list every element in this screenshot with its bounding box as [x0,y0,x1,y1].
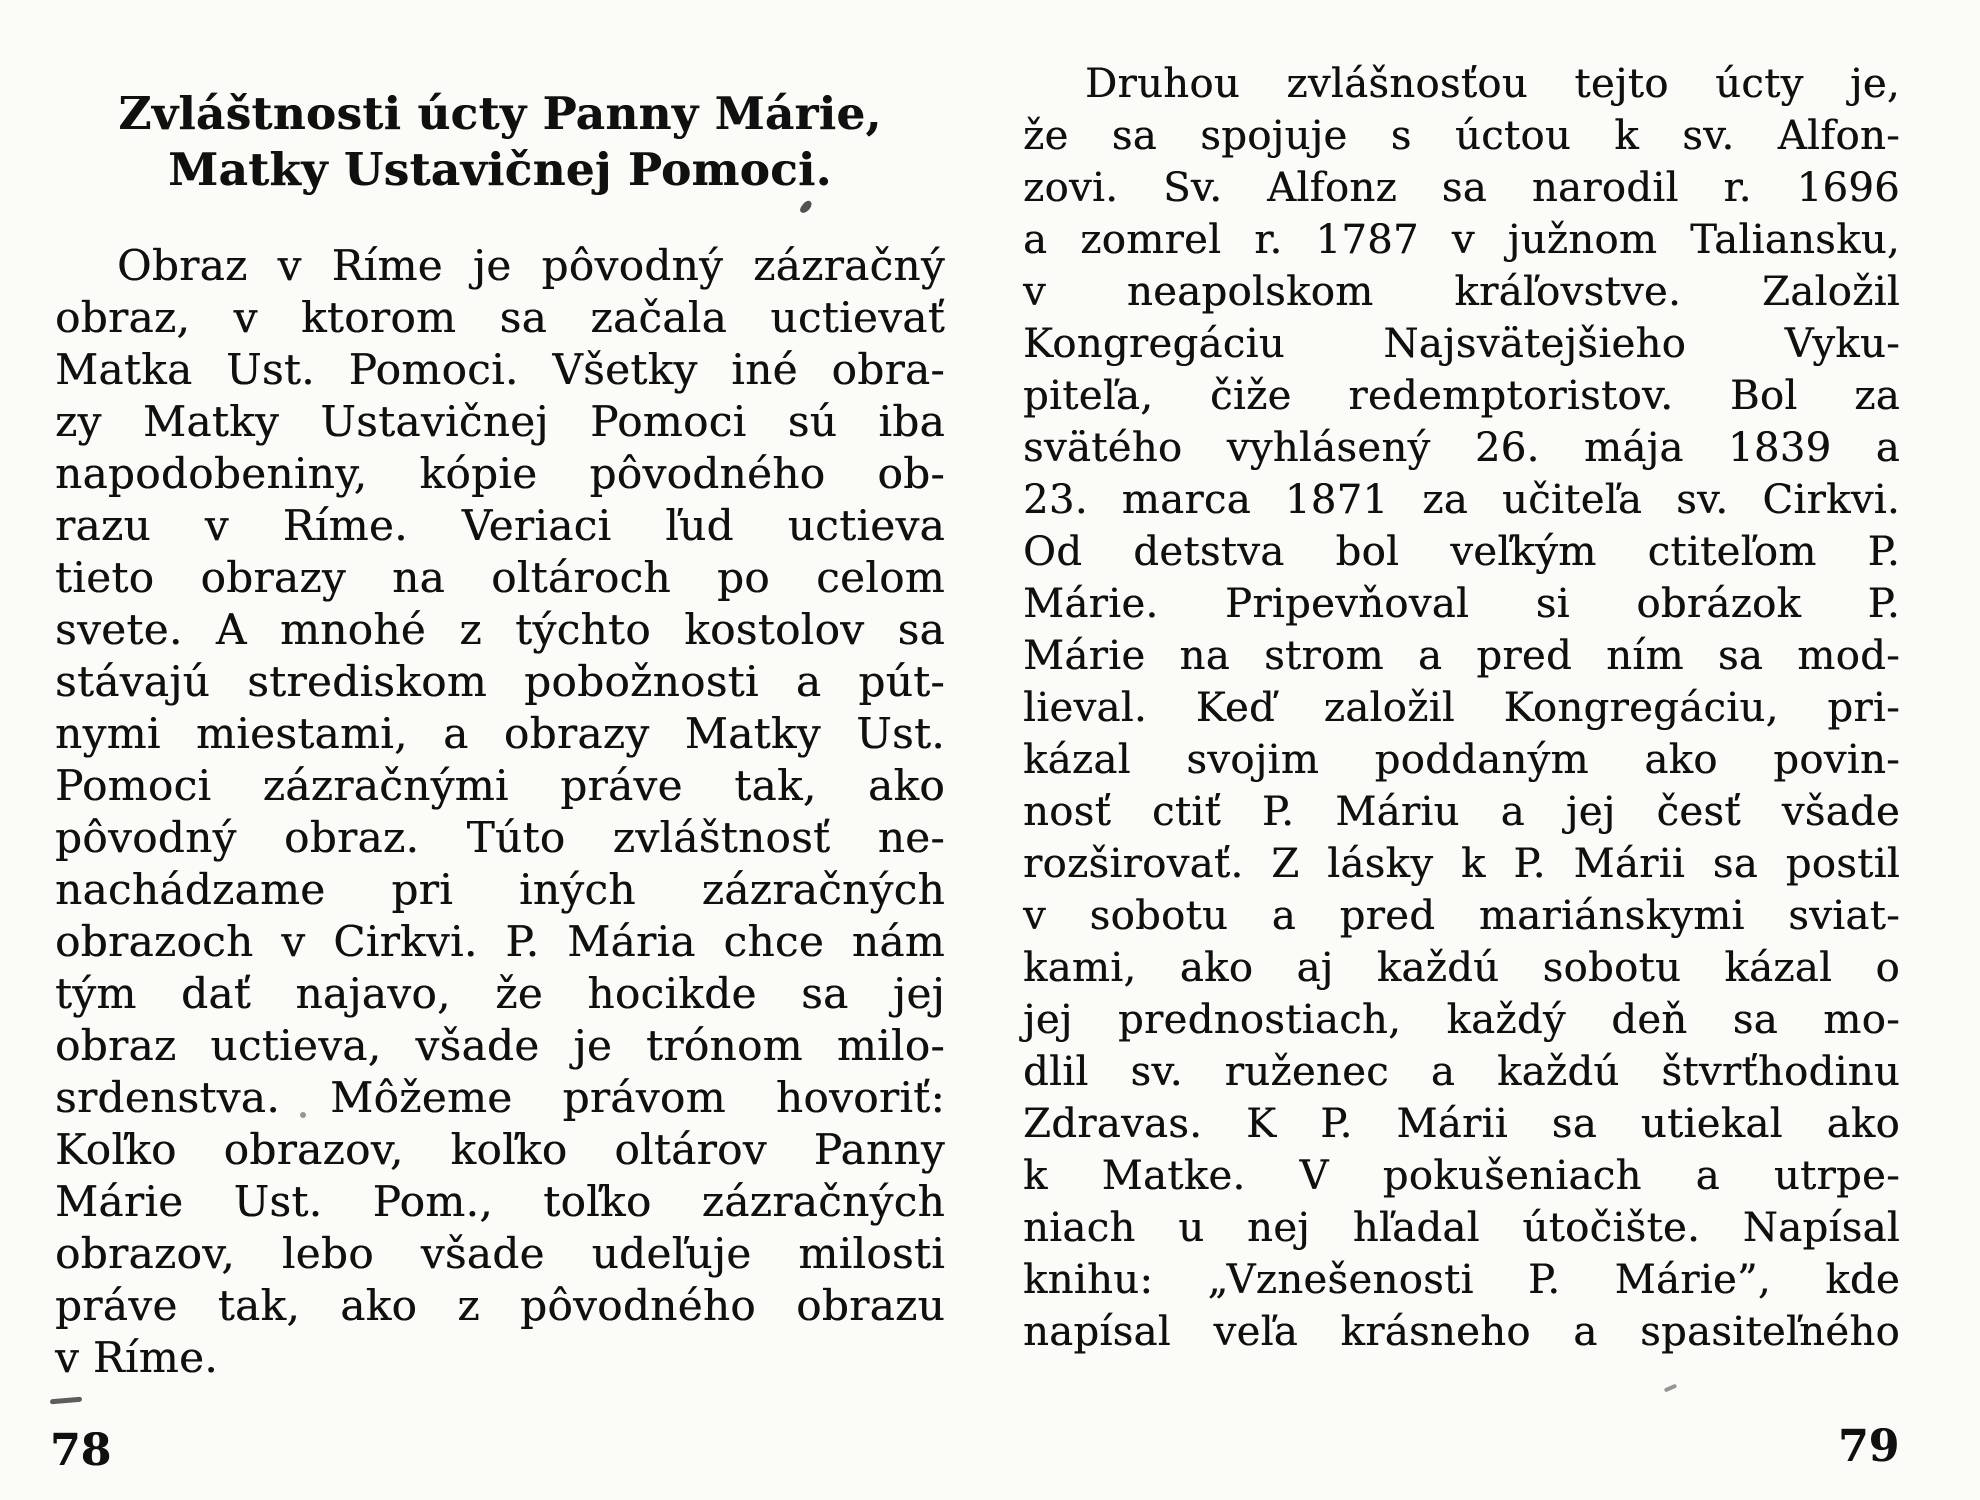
text-line: Márie. Pripevňoval si obrázok P. [1023,581,1900,627]
text-line: dlil sv. ruženec a každú štvrťhodinu [1023,1049,1900,1095]
text-line: práve tak, ako z pôvodného obrazu [55,1281,945,1330]
text-line: napodobeniny, kópie pôvodného ob- [55,449,945,498]
ink-speck [300,1112,306,1118]
page-number-left: 78 [50,1425,112,1476]
heading-line-2: Matky Ustavičnej Pomoci. [168,143,832,196]
text-line: Pomoci zázračnými práve tak, ako [55,761,945,810]
text-line: nosť ctiť P. Máriu a jej česť všade [1023,789,1900,835]
text-line: razu v Ríme. Veriaci ľud uctieva [55,501,945,550]
text-line: tieto obrazy na oltároch po celom [55,553,945,602]
text-line: Od detstva bol veľkým ctiteľom P. [1023,529,1900,575]
left-paragraph [55,240,945,1384]
ink-speck [799,199,814,215]
text-line: Obraz v Ríme je pôvodný zázračný [117,241,945,290]
text-line: stávajú strediskom pobožnosti a pút- [55,657,945,706]
text-line: v Ríme. [55,1333,218,1382]
text-line: knihu: „Vznešenosti P. Márie”, kde [1023,1257,1900,1303]
text-line: v neapolskom kráľovstve. Založil [1023,269,1900,315]
heading-line-1: Zvláštnosti úcty Panny Márie, [118,87,882,140]
text-line: zovi. Sv. Alfonz sa narodil r. 1696 [1023,165,1900,211]
text-line: Márie na strom a pred ním sa mod- [1023,633,1900,679]
text-line: 23. marca 1871 za učiteľa sv. Cirkvi. [1023,477,1900,523]
text-line: Matka Ust. Pomoci. Všetky iné obra- [55,345,945,394]
text-line: Kongregáciu Najsvätejšieho Vyku- [1023,321,1900,367]
text-line: nachádzame pri iných zázračných [55,865,945,914]
text-line: jej prednostiach, každý deň sa mo- [1023,997,1900,1043]
text-line: Márie Ust. Pom., toľko zázračných [55,1177,945,1226]
ink-smudge-under-v [50,1397,82,1405]
text-line: napísal veľa krásneho a spasiteľného [1023,1309,1900,1355]
right-paragraph [1023,58,1900,1358]
text-line: kami, ako aj každú sobotu kázal o [1023,945,1900,991]
text-line: obrazov, lebo všade udeľuje milosti [55,1229,945,1278]
text-line: srdenstva. Môžeme právom hovoriť: [55,1073,945,1122]
chapter-heading [55,86,945,198]
text-line: Druhou zvlášnosťou tejto úcty je, [1085,61,1900,107]
text-line: tým dať najavo, že hocikde sa jej [55,969,945,1018]
text-line: nymi miestami, a obrazy Matky Ust. [55,709,945,758]
page-number-right: 79 [1838,1421,1900,1472]
text-line: svete. A mnohé z týchto kostolov sa [55,605,945,654]
text-line: zy Matky Ustavičnej Pomoci sú iba [55,397,945,446]
text-line: obrazoch v Cirkvi. P. Mária chce nám [55,917,945,966]
text-line: svätého vyhlásený 26. mája 1839 a [1023,425,1900,471]
text-line: niach u nej hľadal útočište. Napísal [1023,1205,1900,1251]
text-line: kázal svojim poddaným ako povin- [1023,737,1900,783]
text-line: a zomrel r. 1787 v južnom Taliansku, [1023,217,1900,263]
text-line: obraz uctieva, všade je trónom milo- [55,1021,945,1070]
text-line: obraz, v ktorom sa začala uctievať [55,293,945,342]
text-line: pôvodný obraz. Túto zvláštnosť ne- [55,813,945,862]
text-line: lieval. Keď založil Kongregáciu, pri- [1023,685,1900,731]
text-line: Zdravas. K P. Márii sa utiekal ako [1023,1101,1900,1147]
text-line: rozširovať. Z lásky k P. Márii sa postil [1023,841,1900,887]
text-line: že sa spojuje s úctou k sv. Alfon- [1023,113,1900,159]
text-line: Koľko obrazov, koľko oltárov Panny [55,1125,945,1174]
text-line: k Matke. V pokušeniach a utrpe- [1023,1153,1900,1199]
text-line: piteľa, čiže redemptoristov. Bol za [1023,373,1900,419]
ink-speck [1664,1384,1678,1393]
text-line: v sobotu a pred mariánskymi sviat- [1023,893,1900,939]
